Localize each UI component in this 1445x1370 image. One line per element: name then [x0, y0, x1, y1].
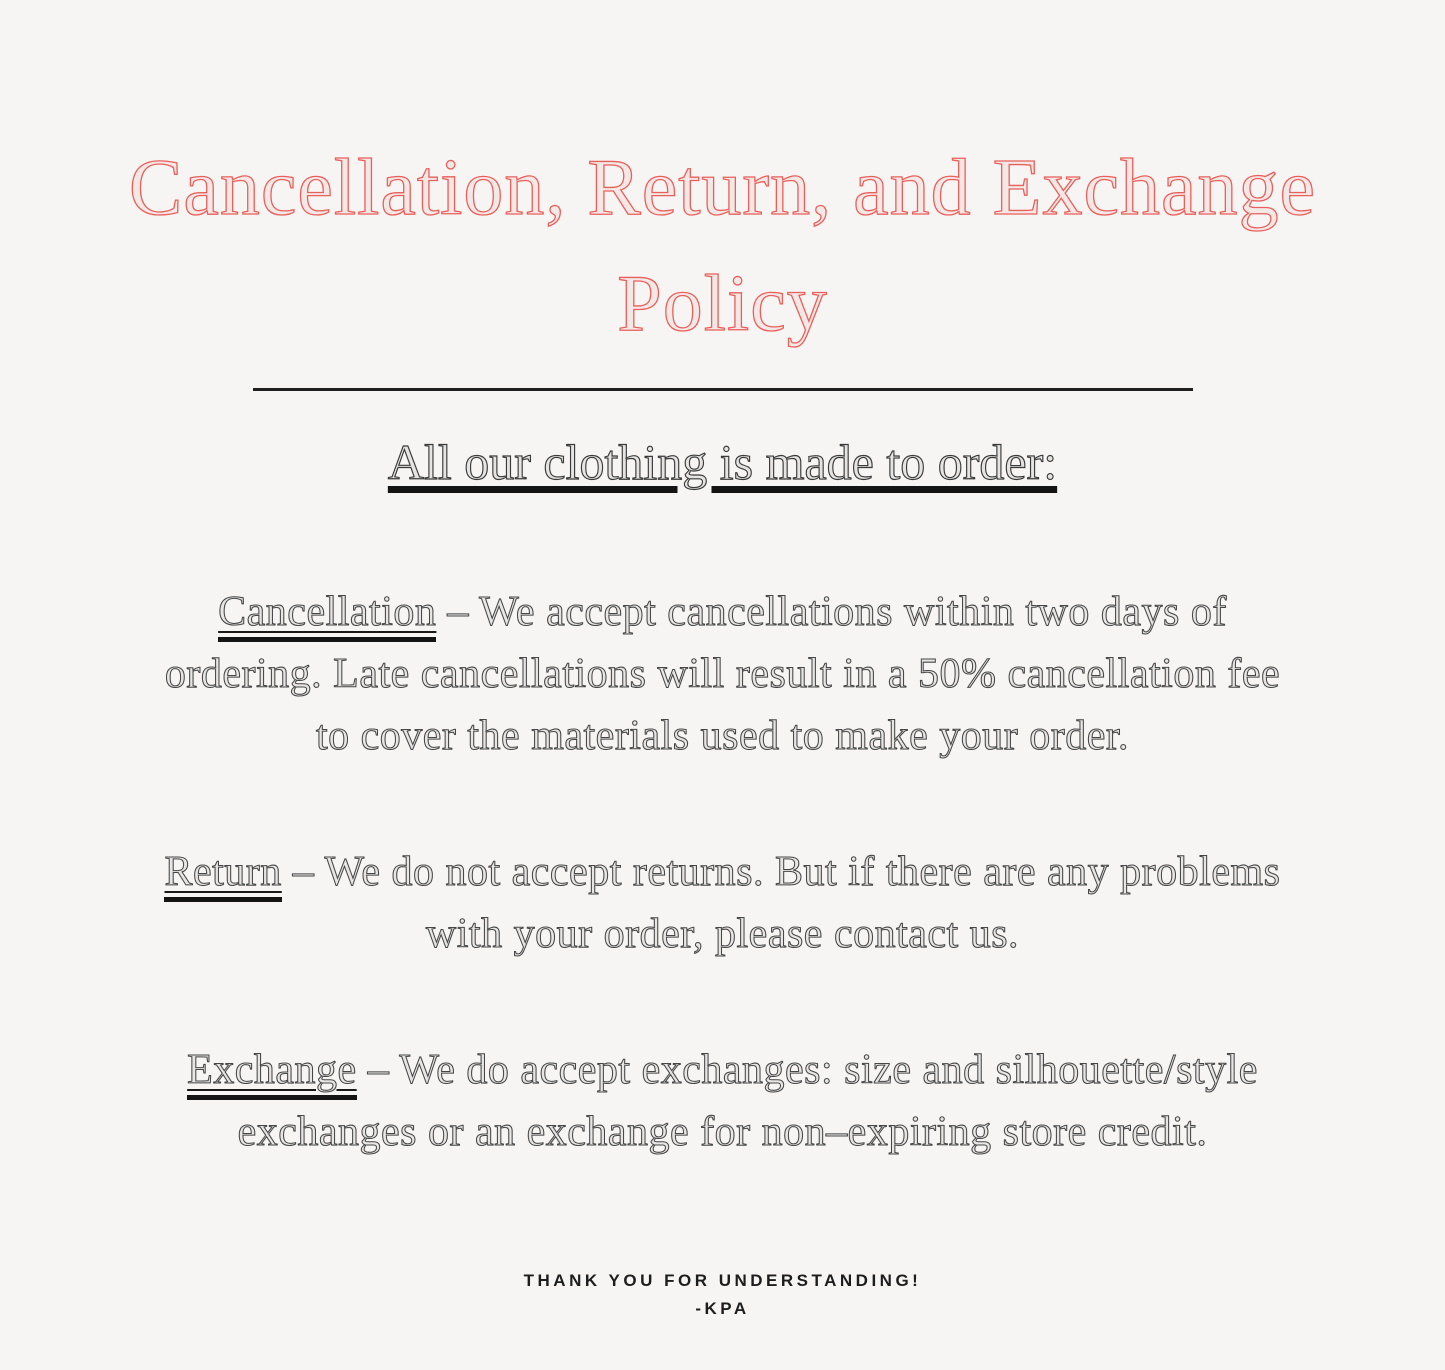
return-text: – We do not accept returns. But if there are any problems [281, 849, 1281, 895]
return-policy [0, 841, 1445, 965]
footer [0, 1267, 1445, 1323]
page-title-line2: Policy [617, 260, 828, 348]
exchange-keyword: Exchange [187, 1047, 357, 1100]
footer-thanks: THANK YOU FOR UNDERSTANDING! [523, 1271, 922, 1290]
made-to-order-heading: All our clothing is made to order: [387, 434, 1058, 490]
return-keyword: Return [164, 849, 281, 902]
cancellation-policy [0, 581, 1445, 767]
return-policy-line1 [0, 841, 1445, 903]
cancellation-policy-line2: ordering. Late cancellations will result in a 50% cancellation fee [164, 651, 1281, 697]
cancellation-policy-line3: to cover the materials used to make your order. [315, 713, 1130, 759]
footer-signature: -KPA [695, 1299, 750, 1318]
return-policy-line2: with your order, please contact us. [425, 911, 1020, 957]
page-title [0, 130, 1445, 362]
exchange-text: – We do accept exchanges: size and silhouette/style [356, 1047, 1258, 1093]
exchange-policy [0, 1039, 1445, 1163]
page-title-line1: Cancellation, Return, and Exchange [129, 144, 1316, 232]
cancellation-keyword: Cancellation [218, 589, 436, 642]
title-divider [253, 388, 1193, 391]
cancellation-text: – We accept cancellations within two days of [436, 589, 1227, 635]
exchange-policy-line1 [0, 1039, 1445, 1101]
cancellation-policy-line1 [0, 581, 1445, 643]
exchange-policy-line2: exchanges or an exchange for non–expiring store credit. [237, 1109, 1208, 1155]
